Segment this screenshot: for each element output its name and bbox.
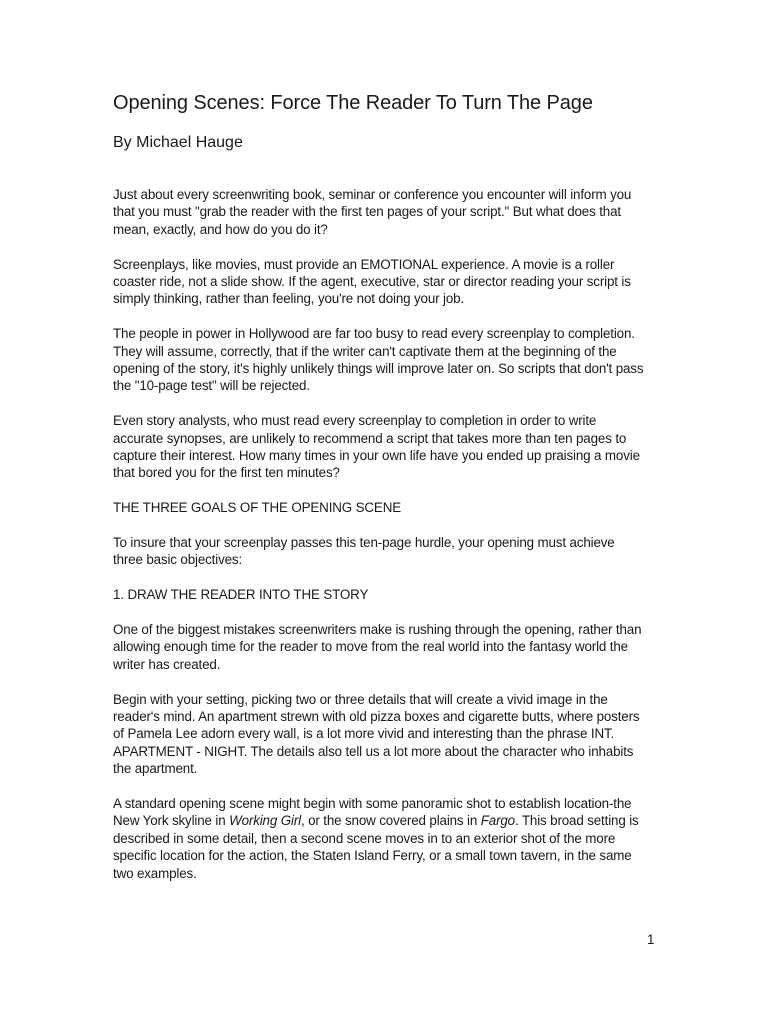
author-byline: By Michael Hauge — [113, 134, 243, 151]
text-line: To insure that your screenplay passes this ten-page hurdle, your opening must achieve — [113, 535, 615, 551]
text-line: the apartment. — [113, 761, 198, 777]
paragraph — [113, 256, 673, 308]
paragraph — [113, 795, 673, 882]
text-line: three basic objectives: — [113, 552, 243, 568]
film-title: Fargo — [480, 813, 515, 829]
paragraph — [113, 621, 673, 673]
text-line: two examples. — [113, 865, 197, 881]
film-title: Working Girl — [229, 813, 301, 829]
text-line: simply thinking, rather than feeling, you're not doing your job. — [113, 291, 464, 307]
text-line: Even story analysts, who must read every screenplay to completion in order to write — [113, 413, 597, 429]
text-line: A standard opening scene might begin with some panoramic shot to establish location-the — [113, 796, 632, 812]
text-line: the "10-page test" will be rejected. — [113, 378, 310, 394]
text-line: of Pamela Lee adorn every wall, is a lot more vivid and interesting than the phrase INT. — [113, 726, 615, 742]
text-line: specific location for the action, the Staten Island Ferry, or a small town tavern, in the same — [113, 848, 632, 864]
text-line: mean, exactly, and how do you do it? — [113, 221, 328, 237]
text-line — [113, 812, 673, 829]
text-line: They will assume, correctly, that if the writer can't captivate them at the beginning of the — [113, 343, 617, 359]
text-line: Screenplays, like movies, must provide an EMOTIONAL experience. A movie is a roller — [113, 256, 615, 272]
text-run: New York skyline in — [113, 813, 230, 829]
paragraph — [113, 412, 673, 482]
text-run: . This broad setting is — [514, 813, 639, 829]
text-line: writer has created. — [113, 656, 221, 672]
text-line: The people in power in Hollywood are far too busy to read every screenplay to completion. — [113, 326, 635, 342]
text-line: accurate synopses, are unlikely to recommend a script that takes more than ten pages to — [113, 430, 627, 446]
document-title: Opening Scenes: Force The Reader To Turn The Page — [113, 92, 593, 114]
text-line: reader's mind. An apartment strewn with old pizza boxes and cigarette butts, where posters — [113, 709, 640, 725]
text-line: Begin with your setting, picking two or three details that will create a vivid image in the — [113, 691, 608, 707]
text-line: One of the biggest mistakes screenwriters make is rushing through the opening, rather than — [113, 622, 642, 638]
section-heading: 1. DRAW THE READER INTO THE STORY — [113, 587, 369, 603]
text-line: that you must "grab the reader with the first ten pages of your script." But what does that — [113, 204, 621, 220]
text-line: opening of the story, it's highly unlikely things will improve later on. So scripts that don't pass — [113, 361, 644, 377]
text-line: APARTMENT - NIGHT. The details also tell us a lot more about the character who inhabits — [113, 743, 634, 759]
text-line: that bored you for the first ten minutes? — [113, 465, 340, 481]
page-number: 1 — [647, 932, 655, 947]
section-heading: THE THREE GOALS OF THE OPENING SCENE — [113, 500, 402, 516]
text-line: coaster ride, not a slide show. If the agent, executive, star or director reading your script is — [113, 274, 631, 290]
paragraph — [113, 325, 673, 395]
paragraph — [113, 534, 673, 569]
text-line: allowing enough time for the reader to move from the real world into the fantasy world the — [113, 639, 628, 655]
text-line: Just about every screenwriting book, seminar or conference you encounter will inform you — [113, 187, 632, 202]
text-run: , or the snow covered plains in — [300, 813, 481, 829]
text-line: capture their interest. How many times in your own life have you ended up praising a movie — [113, 448, 640, 464]
text-line: described in some detail, then a second scene moves in to an exterior shot of the more — [113, 830, 616, 846]
document-body — [113, 186, 673, 900]
paragraph — [113, 186, 673, 238]
paragraph — [113, 691, 673, 778]
